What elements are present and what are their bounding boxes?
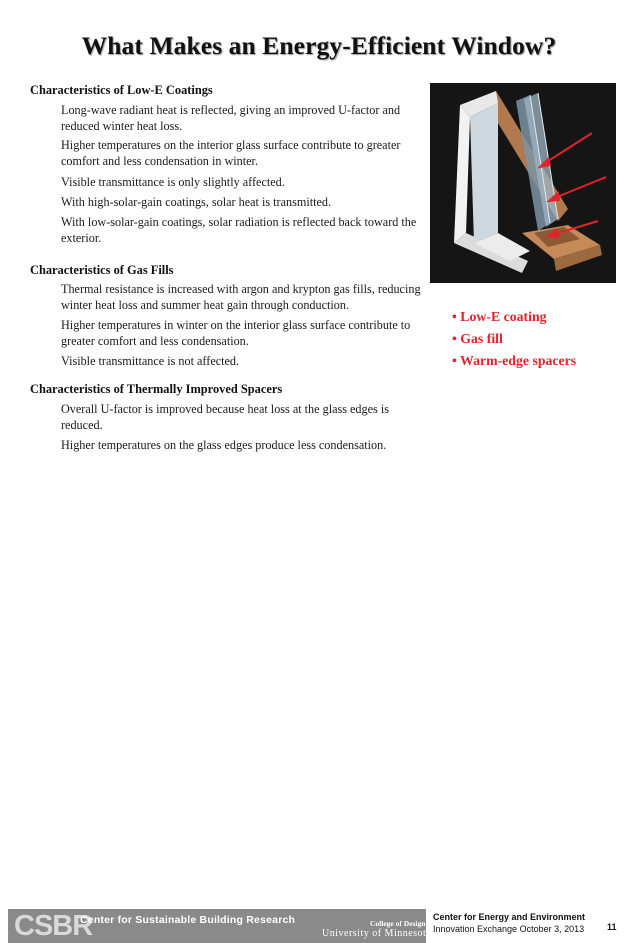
list-item: Thermal resistance is increased with argon and krypton gas fills, reducing winter heat loss and summer heat gain through conduction. bbox=[61, 282, 421, 312]
university-name: University of Minnesota bbox=[322, 928, 432, 939]
section-heading-gas-fills: Characteristics of Gas Fills bbox=[30, 263, 174, 277]
event-line: Innovation Exchange October 3, 2013 bbox=[433, 924, 585, 934]
college-of-design: College of Design bbox=[370, 919, 426, 928]
csbr-logo: CSBR bbox=[14, 910, 93, 942]
page-number: 11 bbox=[607, 922, 617, 932]
callout-low-e: • Low-E coating bbox=[452, 309, 547, 324]
list-item: Long-wave radiant heat is reflected, giving an improved U-factor and reduced winter heat loss. bbox=[61, 103, 401, 133]
csbr-center-name: Center for Sustainable Building Research bbox=[80, 914, 296, 926]
callout-list bbox=[452, 306, 576, 372]
callout-spacers: • Warm-edge spacers bbox=[452, 353, 577, 368]
list-item: Higher temperatures in winter on the interior glass surface contribute to greater comfort and less condensation. bbox=[61, 318, 411, 348]
list-item: Higher temperatures on the interior glass surface contribute to greater comfort and less condensation in winter. bbox=[61, 138, 401, 168]
slide-title: What Makes an Energy-Efficient Window? bbox=[81, 31, 557, 60]
frame-inner-face bbox=[470, 103, 498, 243]
section-heading-spacers: Characteristics of Thermally Improved Spacers bbox=[30, 382, 283, 396]
list-item: With high-solar-gain coatings, solar heat is transmitted. bbox=[61, 195, 332, 209]
window-cross-section-image bbox=[430, 83, 616, 283]
callout-gas-fill: • Gas fill bbox=[452, 331, 503, 346]
list-item: Visible transmittance is only slightly affected. bbox=[61, 175, 285, 189]
section-heading-low-e: Characteristics of Low-E Coatings bbox=[30, 83, 213, 97]
list-item: With low-solar-gain coatings, solar radiation is reflected back toward the exterior. bbox=[61, 215, 417, 245]
title-bar bbox=[0, 0, 638, 74]
cee-name: Center for Energy and Environment bbox=[433, 912, 586, 922]
list-item: Overall U-factor is improved because heat loss at the glass edges is reduced. bbox=[61, 402, 389, 432]
list-item: Higher temperatures on the glass edges produce less condensation. bbox=[61, 438, 387, 452]
list-item: Visible transmittance is not affected. bbox=[61, 354, 240, 368]
footer bbox=[0, 453, 638, 942]
